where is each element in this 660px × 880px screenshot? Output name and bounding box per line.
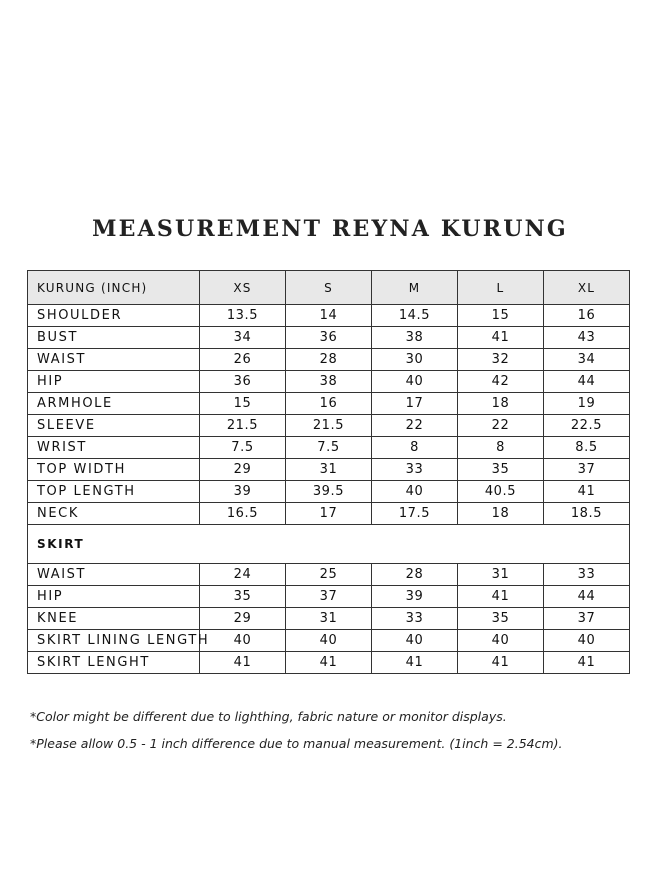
column-header-xs: XS [200, 271, 286, 305]
table-cell: 16.5 [200, 503, 286, 525]
table-cell: 41 [372, 652, 458, 674]
table-cell: 14.5 [372, 305, 458, 327]
size-chart-body [28, 271, 630, 674]
table-cell: 33 [372, 459, 458, 481]
color-disclaimer-note: *Color might be different due to lighthing, fabric nature or monitor displays. [30, 709, 507, 724]
table-cell: 31 [458, 564, 544, 586]
row-label: WRIST [28, 437, 200, 459]
table-cell: 35 [200, 586, 286, 608]
table-cell: 40 [372, 481, 458, 503]
table-cell: 41 [200, 652, 286, 674]
table-cell: 17 [286, 503, 372, 525]
table-cell: 42 [458, 371, 544, 393]
table-cell: 31 [286, 608, 372, 630]
table-cell: 40 [458, 630, 544, 652]
table-cell: 7.5 [286, 437, 372, 459]
table-cell: 36 [200, 371, 286, 393]
column-header-l: L [458, 271, 544, 305]
table-cell: 14 [286, 305, 372, 327]
table-row [28, 393, 630, 415]
table-row [28, 481, 630, 503]
table-cell: 13.5 [200, 305, 286, 327]
row-label: WAIST [28, 564, 200, 586]
table-cell: 15 [200, 393, 286, 415]
table-cell: 40 [372, 371, 458, 393]
table-cell: 16 [286, 393, 372, 415]
table-cell: 35 [458, 608, 544, 630]
table-cell: 37 [286, 586, 372, 608]
table-cell: 19 [544, 393, 630, 415]
skirt-section-label: SKIRT [28, 525, 630, 564]
table-cell: 33 [372, 608, 458, 630]
table-cell: 18 [458, 503, 544, 525]
table-cell: 40 [286, 630, 372, 652]
table-cell: 32 [458, 349, 544, 371]
table-cell: 25 [286, 564, 372, 586]
table-cell: 22.5 [544, 415, 630, 437]
table-cell: 33 [544, 564, 630, 586]
table-row [28, 586, 630, 608]
table-cell: 31 [286, 459, 372, 481]
table-row [28, 371, 630, 393]
row-label: NECK [28, 503, 200, 525]
table-cell: 8 [458, 437, 544, 459]
table-cell: 28 [286, 349, 372, 371]
table-cell: 38 [372, 327, 458, 349]
table-cell: 24 [200, 564, 286, 586]
table-row [28, 305, 630, 327]
size-chart-table [27, 270, 630, 674]
table-cell: 39.5 [286, 481, 372, 503]
row-label: TOP LENGTH [28, 481, 200, 503]
table-cell: 21.5 [200, 415, 286, 437]
row-label: BUST [28, 327, 200, 349]
table-cell: 29 [200, 608, 286, 630]
table-cell: 8.5 [544, 437, 630, 459]
table-cell: 41 [544, 652, 630, 674]
skirt-section-row [28, 525, 630, 564]
page-title: MEASUREMENT REYNA KURUNG [92, 216, 568, 242]
table-cell: 41 [458, 586, 544, 608]
table-cell: 30 [372, 349, 458, 371]
table-cell: 40 [372, 630, 458, 652]
table-row [28, 327, 630, 349]
table-cell: 34 [200, 327, 286, 349]
table-cell: 22 [458, 415, 544, 437]
row-label: SHOULDER [28, 305, 200, 327]
table-cell: 44 [544, 371, 630, 393]
table-cell: 41 [544, 481, 630, 503]
table-cell: 40.5 [458, 481, 544, 503]
row-label: HIP [28, 586, 200, 608]
table-cell: 35 [458, 459, 544, 481]
table-cell: 7.5 [200, 437, 286, 459]
row-label: SLEEVE [28, 415, 200, 437]
table-cell: 40 [544, 630, 630, 652]
column-header-s: S [286, 271, 372, 305]
table-cell: 8 [372, 437, 458, 459]
table-cell: 22 [372, 415, 458, 437]
table-cell: 39 [200, 481, 286, 503]
table-row [28, 503, 630, 525]
row-label: TOP WIDTH [28, 459, 200, 481]
table-cell: 17.5 [372, 503, 458, 525]
table-cell: 40 [200, 630, 286, 652]
column-header-m: M [372, 271, 458, 305]
table-row [28, 349, 630, 371]
table-cell: 29 [200, 459, 286, 481]
table-cell: 36 [286, 327, 372, 349]
table-header-row [28, 271, 630, 305]
table-cell: 26 [200, 349, 286, 371]
table-cell: 37 [544, 608, 630, 630]
table-cell: 41 [458, 652, 544, 674]
table-row [28, 564, 630, 586]
row-label: SKIRT LENGHT [28, 652, 200, 674]
table-cell: 37 [544, 459, 630, 481]
table-cell: 44 [544, 586, 630, 608]
table-cell: 21.5 [286, 415, 372, 437]
table-row [28, 459, 630, 481]
row-label: ARMHOLE [28, 393, 200, 415]
table-cell: 15 [458, 305, 544, 327]
row-label: HIP [28, 371, 200, 393]
row-label: KNEE [28, 608, 200, 630]
table-cell: 34 [544, 349, 630, 371]
table-cell: 39 [372, 586, 458, 608]
table-cell: 38 [286, 371, 372, 393]
table-row [28, 652, 630, 674]
row-label: WAIST [28, 349, 200, 371]
table-cell: 43 [544, 327, 630, 349]
table-cell: 18.5 [544, 503, 630, 525]
column-header-measurement: KURUNG (INCH) [28, 271, 200, 305]
table-cell: 41 [458, 327, 544, 349]
column-header-xl: XL [544, 271, 630, 305]
table-cell: 28 [372, 564, 458, 586]
measurement-disclaimer-note: *Please allow 0.5 - 1 inch difference due to manual measurement. (1inch = 2.54cm). [30, 736, 563, 751]
table-cell: 17 [372, 393, 458, 415]
table-cell: 41 [286, 652, 372, 674]
table-row [28, 608, 630, 630]
table-cell: 16 [544, 305, 630, 327]
row-label: SKIRT LINING LENGTH [28, 630, 200, 652]
table-row [28, 630, 630, 652]
table-cell: 18 [458, 393, 544, 415]
table-row [28, 415, 630, 437]
table-row [28, 437, 630, 459]
